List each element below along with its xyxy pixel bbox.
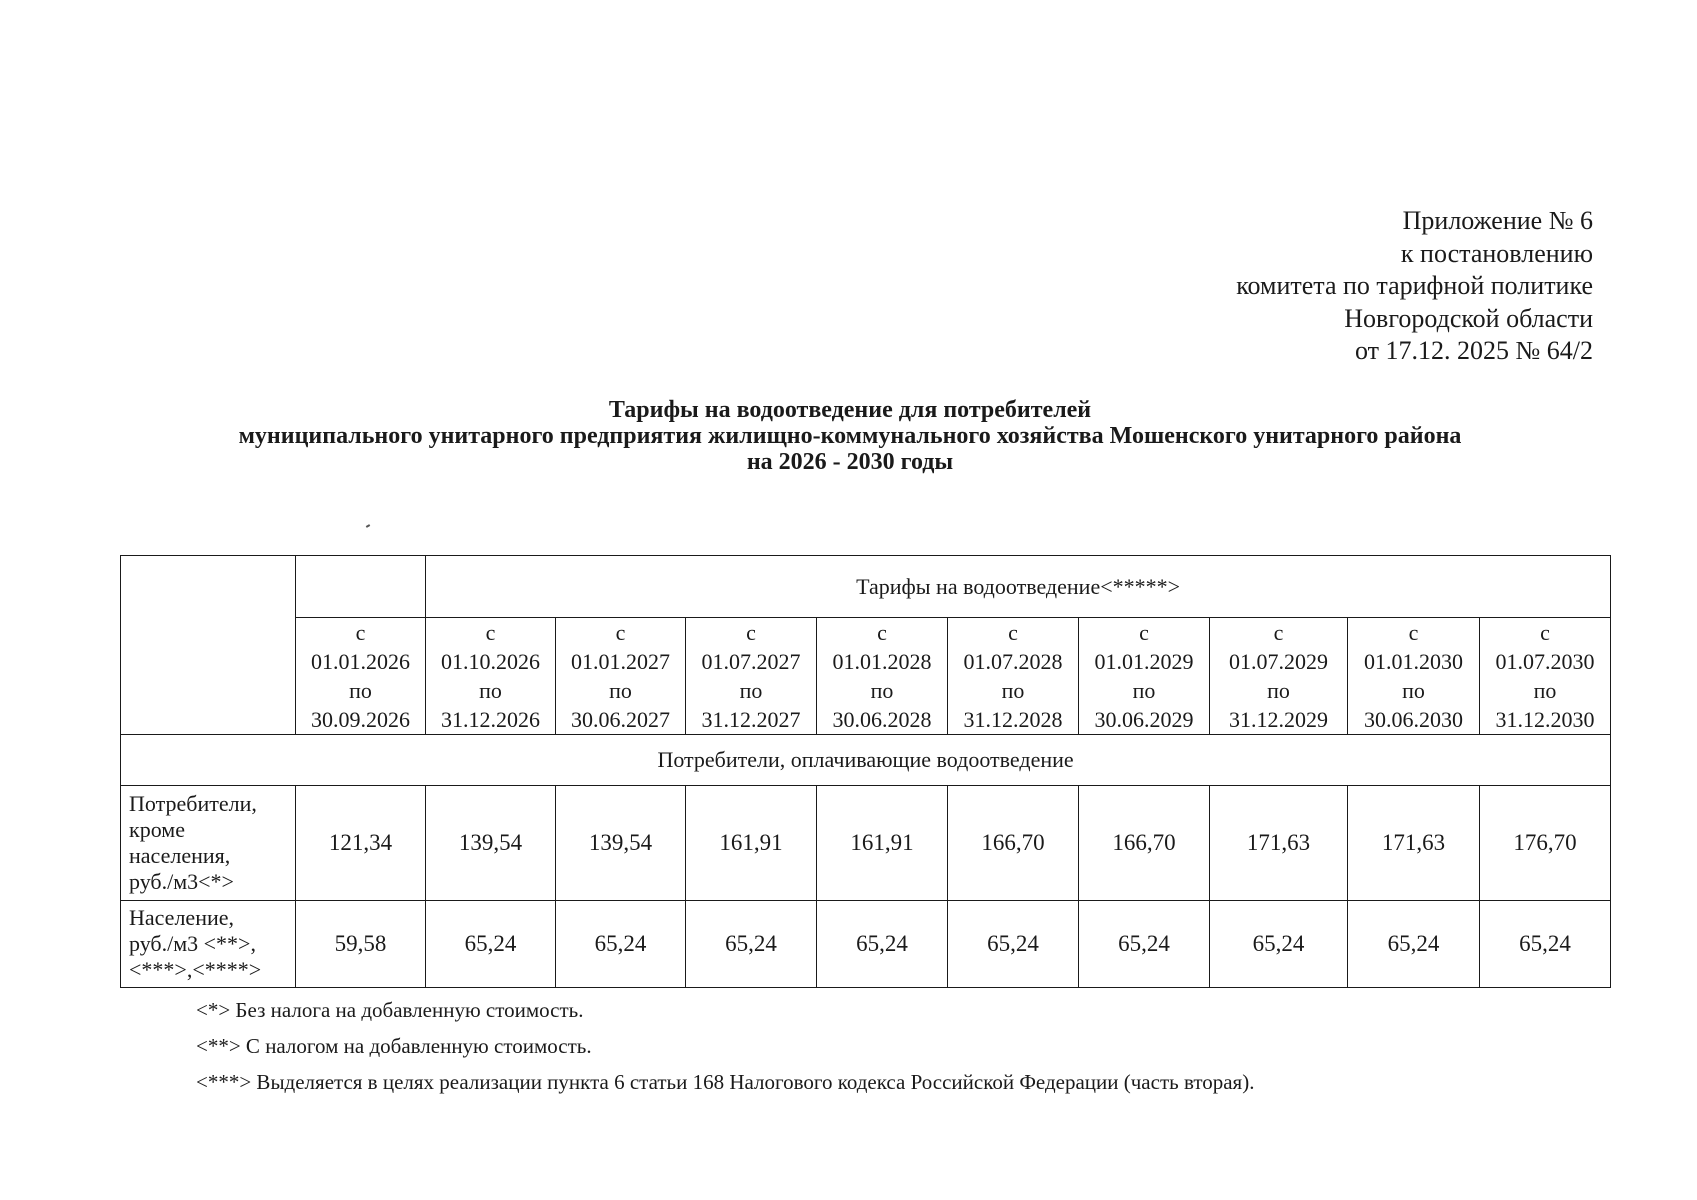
period-cell: с 01.07.2027 по 31.12.2027 — [686, 618, 817, 735]
row-label-cell: Потребители, кроме населения, руб./м3<*> — [121, 786, 296, 901]
tariff-value-cell: 161,91 — [686, 786, 817, 901]
table-row — [121, 786, 1611, 901]
table-header-row — [121, 556, 1611, 618]
tariff-value-cell: 65,24 — [556, 901, 686, 988]
tariff-value-cell: 176,70 — [1480, 786, 1611, 901]
footnote: <**> С налогом на добавленную стоимость. — [196, 1034, 592, 1058]
tariff-value-cell: 65,24 — [1079, 901, 1210, 988]
appendix-line: комитета по тарифной политике — [1236, 271, 1593, 300]
period-cell: с 01.01.2028 по 30.06.2028 — [817, 618, 948, 735]
tariff-value-cell: 166,70 — [1079, 786, 1210, 901]
empty-header-cell — [296, 556, 426, 618]
period-header-row — [121, 618, 1611, 735]
tariff-value-cell: 171,63 — [1348, 786, 1480, 901]
document-title — [120, 397, 1580, 475]
title-line: муниципального унитарного предприятия жилищно-коммунального хозяйства Мошенского унитарного района — [238, 423, 1462, 449]
period-cell: с 01.01.2027 по 30.06.2027 — [556, 618, 686, 735]
tariff-value-cell: 161,91 — [817, 786, 948, 901]
period-cell: с 01.01.2030 по 30.06.2030 — [1348, 618, 1480, 735]
footnotes — [196, 992, 1254, 1100]
tariff-value-cell: 65,24 — [1480, 901, 1611, 988]
appendix-line: к постановлению — [1400, 238, 1593, 268]
tariff-value-cell: 65,24 — [426, 901, 556, 988]
period-cell: с 01.07.2028 по 31.12.2028 — [948, 618, 1079, 735]
tariff-value-cell: 166,70 — [948, 786, 1079, 901]
footnote: <*> Без налога на добавленную стоимость. — [196, 998, 584, 1022]
appendix-line: от 17.12. 2025 № 64/2 — [1354, 336, 1593, 365]
tariff-value-cell: 65,24 — [1348, 901, 1480, 988]
row-label-cell: Население, руб./м3 <**>, <***>,<****> — [121, 901, 296, 988]
section-row — [121, 735, 1611, 786]
tariff-value-cell: 65,24 — [948, 901, 1079, 988]
appendix-block — [1236, 205, 1593, 368]
tariff-value-cell: 121,34 — [296, 786, 426, 901]
period-cell: с 01.07.2029 по 31.12.2029 — [1210, 618, 1348, 735]
tariff-value-cell: 59,58 — [296, 901, 426, 988]
tariff-value-cell: 139,54 — [426, 786, 556, 901]
group-header-cell: Тарифы на водоотведение<*****> — [426, 556, 1611, 618]
tariff-value-cell: 65,24 — [686, 901, 817, 988]
appendix-line: Новгородской области — [1344, 303, 1593, 333]
tariff-value-cell: 65,24 — [817, 901, 948, 988]
period-cell: с 01.07.2030 по 31.12.2030 — [1480, 618, 1611, 735]
period-cell: с 01.01.2029 по 30.06.2029 — [1079, 618, 1210, 735]
title-line: Тарифы на водоотведение для потребителей — [608, 397, 1092, 423]
footnote: <***> Выделяется в целях реализации пункта 6 статьи 168 Налогового кодекса Российской Федерации (часть вторая). — [196, 1070, 1255, 1094]
period-cell: с 01.01.2026 по 30.09.2026 — [296, 618, 426, 735]
tariff-value-cell: 171,63 — [1210, 786, 1348, 901]
period-cell: с 01.10.2026 по 31.12.2026 — [426, 618, 556, 735]
empty-corner-cell — [121, 556, 296, 735]
section-header-cell: Потребители, оплачивающие водоотведение — [121, 735, 1611, 786]
tariff-value-cell: 139,54 — [556, 786, 686, 901]
appendix-line: Приложение № 6 — [1402, 206, 1593, 235]
tariff-value-cell: 65,24 — [1210, 901, 1348, 988]
table-row — [121, 901, 1611, 988]
title-line: на 2026 - 2030 годы — [746, 449, 954, 475]
tariffs-table — [120, 555, 1611, 988]
scan-speck — [366, 524, 370, 528]
